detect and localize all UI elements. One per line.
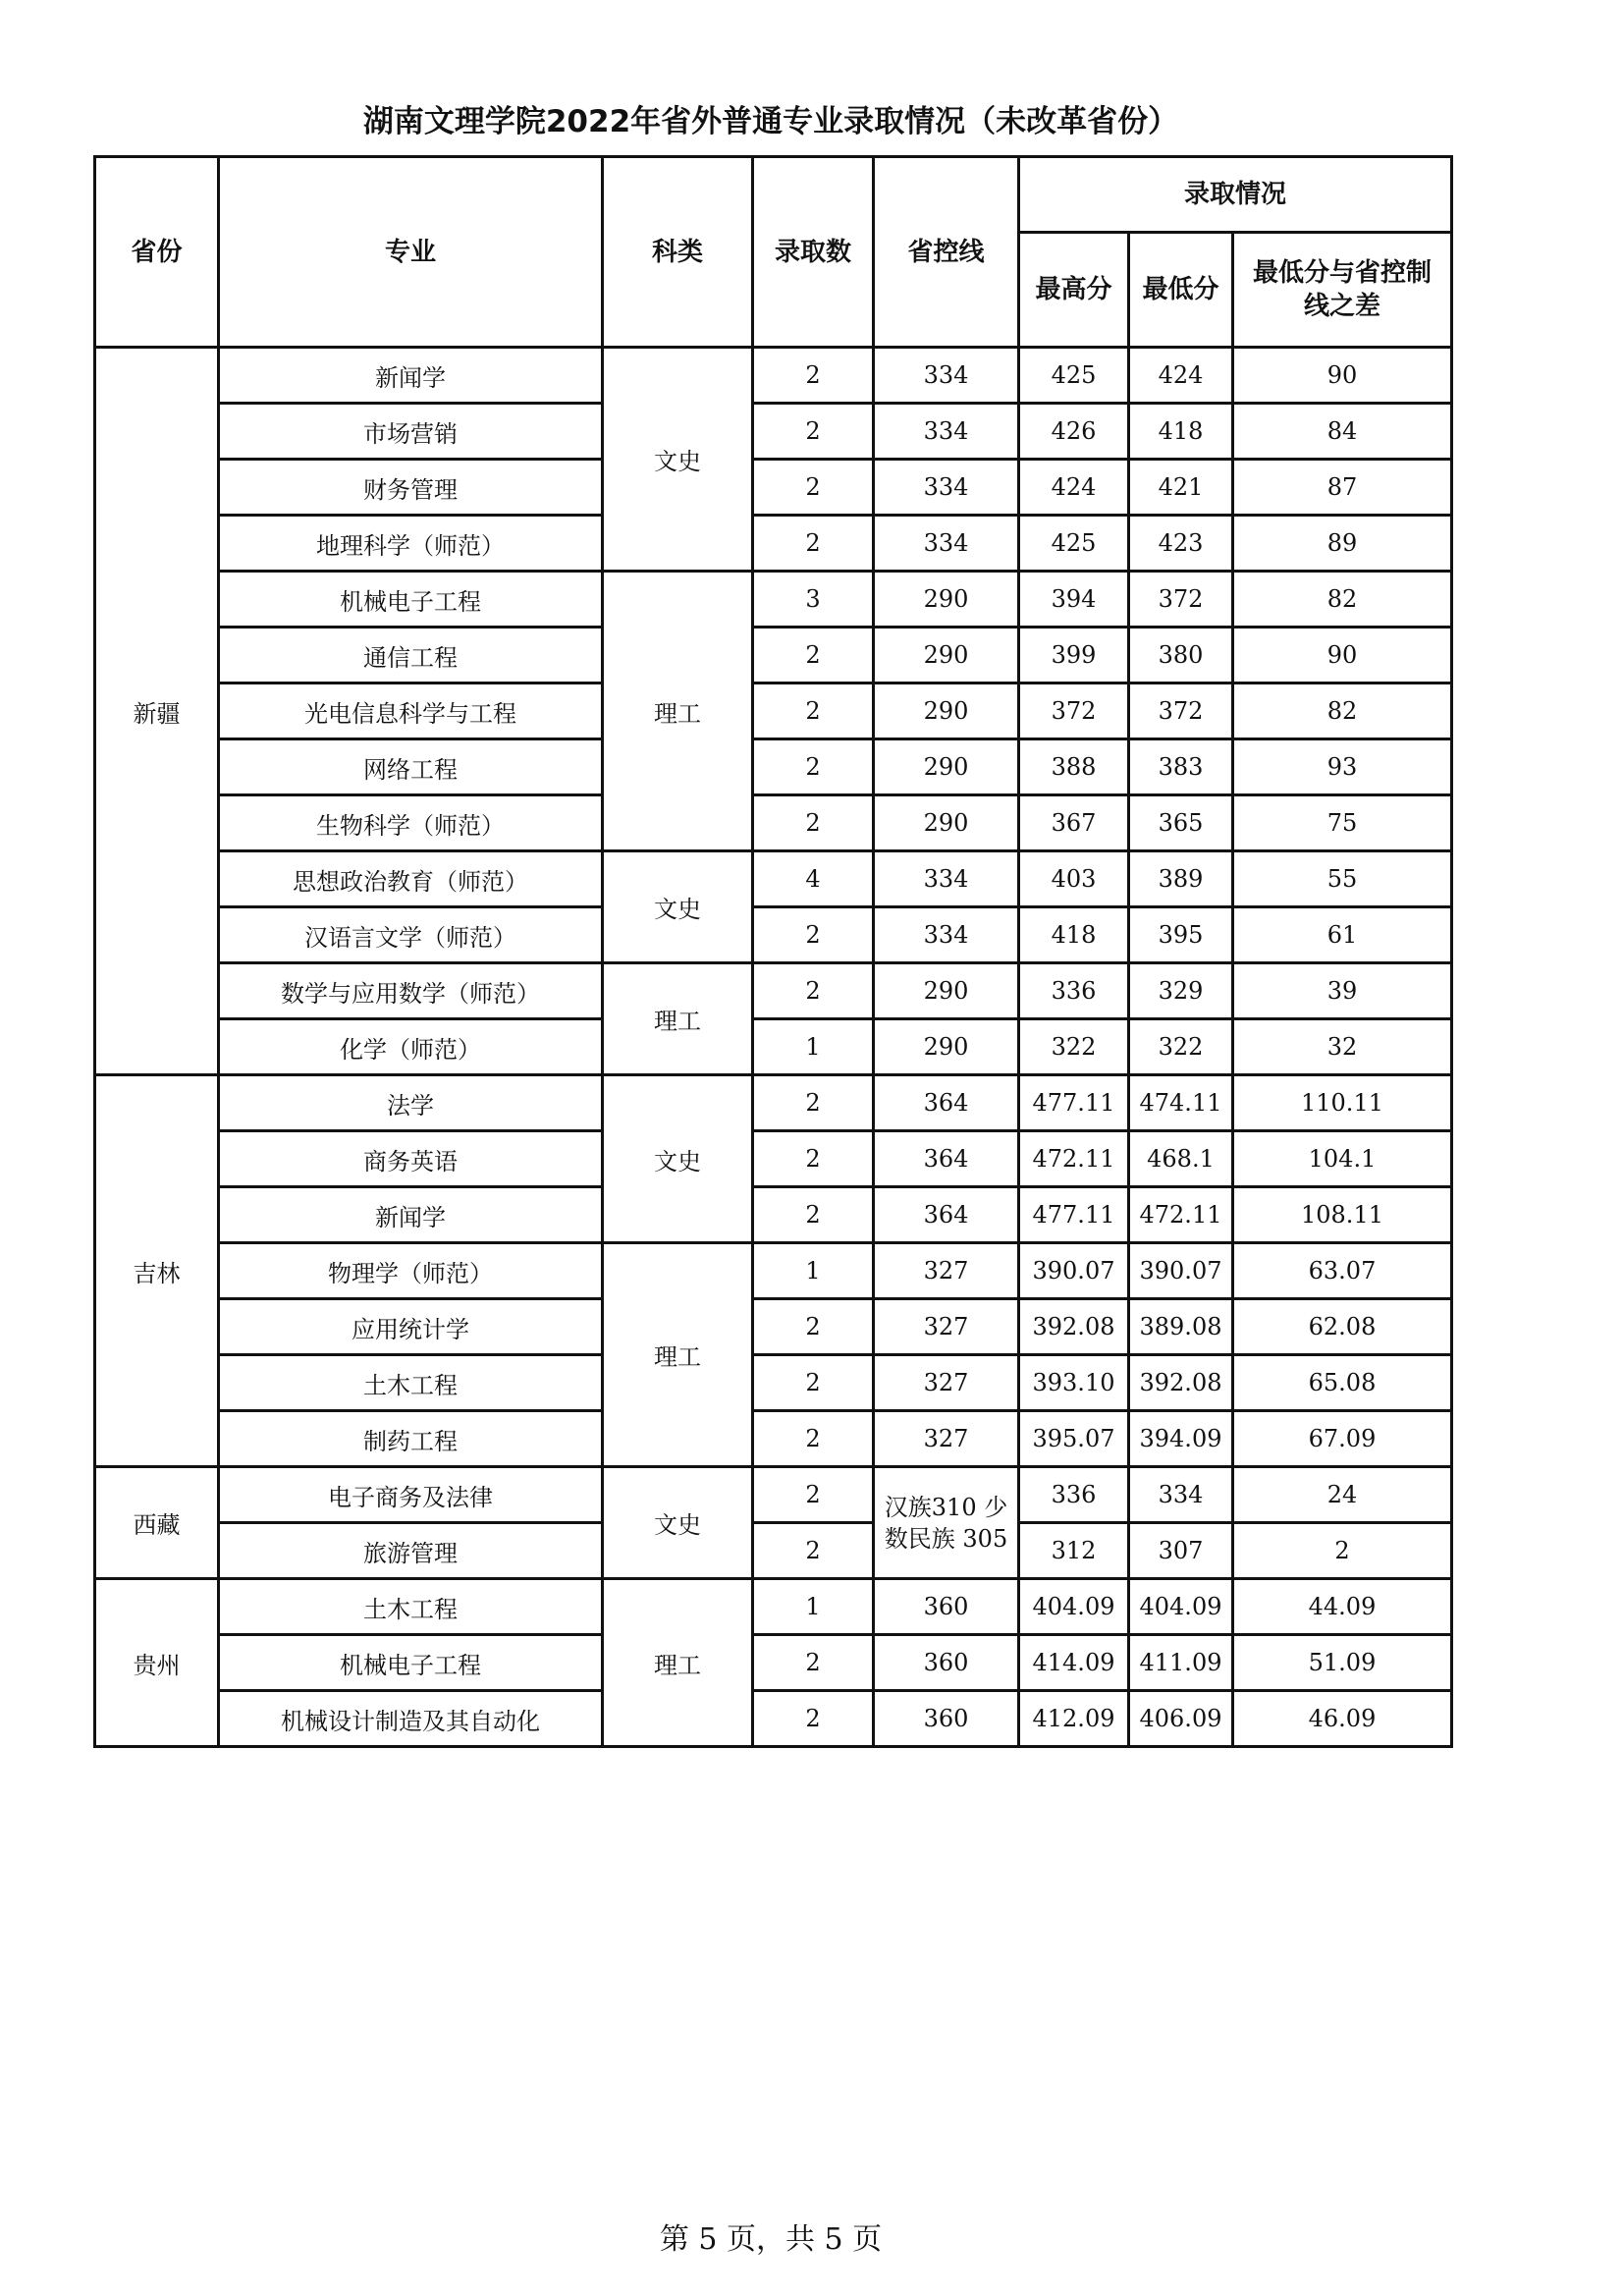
table-row [95,1579,1452,1635]
major-cell: 法学 [219,1075,603,1131]
score-diff-cell: 32 [1233,1019,1452,1075]
admitted-count-cell: 2 [753,1467,874,1523]
max-score-cell: 399 [1019,628,1129,683]
control-line-cell: 360 [874,1691,1019,1747]
admitted-count-cell: 2 [753,1411,874,1467]
control-line-cell: 290 [874,963,1019,1019]
control-line-cell: 360 [874,1579,1019,1635]
max-score-cell: 472.11 [1019,1131,1129,1187]
table-row [95,1411,1452,1467]
province-cell: 吉林 [95,1075,219,1467]
page-footer: 第 5 页，共 5 页 [659,2222,883,2257]
score-diff-cell: 82 [1233,683,1452,739]
max-score-cell: 426 [1019,404,1129,460]
admitted-count-cell: 4 [753,851,874,907]
table-row [95,683,1452,739]
category-cell: 理工 [603,963,753,1075]
max-score-cell: 414.09 [1019,1635,1129,1691]
control-line-cell: 334 [874,460,1019,516]
admitted-count-cell: 2 [753,907,874,963]
admitted-count-cell: 3 [753,572,874,628]
control-line-cell: 364 [874,1075,1019,1131]
score-diff-cell: 108.11 [1233,1187,1452,1243]
max-score-cell: 390.07 [1019,1243,1129,1299]
category-cell: 文史 [603,851,753,963]
header-province: 省份 [95,157,219,348]
control-line-cell: 290 [874,795,1019,851]
min-score-cell: 472.11 [1129,1187,1233,1243]
max-score-cell: 424 [1019,460,1129,516]
major-cell: 通信工程 [219,628,603,683]
category-cell: 理工 [603,1243,753,1467]
admitted-count-cell: 1 [753,1243,874,1299]
major-cell: 生物科学（师范） [219,795,603,851]
score-diff-cell: 51.09 [1233,1635,1452,1691]
admitted-count-cell: 2 [753,683,874,739]
major-cell: 新闻学 [219,348,603,404]
max-score-cell: 388 [1019,739,1129,795]
max-score-cell: 403 [1019,851,1129,907]
admitted-count-cell: 2 [753,963,874,1019]
min-score-cell: 395 [1129,907,1233,963]
table-row [95,460,1452,516]
min-score-cell: 383 [1129,739,1233,795]
score-diff-cell: 44.09 [1233,1579,1452,1635]
max-score-cell: 372 [1019,683,1129,739]
major-cell: 新闻学 [219,1187,603,1243]
min-score-cell: 372 [1129,572,1233,628]
admitted-count-cell: 2 [753,795,874,851]
document-title: 湖南文理学院2022年省外普通专业录取情况（未改革省份） [362,104,1179,139]
score-diff-cell: 24 [1233,1467,1452,1523]
control-line-cell: 334 [874,516,1019,572]
table-row [95,963,1452,1019]
max-score-cell: 418 [1019,907,1129,963]
major-cell: 机械设计制造及其自动化 [219,1691,603,1747]
category-cell: 文史 [603,1467,753,1579]
header-control-line: 省控线 [874,157,1019,348]
category-cell: 文史 [603,1075,753,1243]
min-score-cell: 392.08 [1129,1355,1233,1411]
major-cell: 财务管理 [219,460,603,516]
max-score-cell: 392.08 [1019,1299,1129,1355]
admitted-count-cell: 2 [753,460,874,516]
min-score-cell: 365 [1129,795,1233,851]
admitted-count-cell: 2 [753,1355,874,1411]
min-score-cell: 389.08 [1129,1299,1233,1355]
table-row [95,1355,1452,1411]
score-diff-cell: 110.11 [1233,1075,1452,1131]
province-cell: 西藏 [95,1467,219,1579]
control-line-cell: 364 [874,1131,1019,1187]
min-score-cell: 474.11 [1129,1075,1233,1131]
header-max: 最高分 [1019,233,1129,348]
table-row [95,1467,1452,1523]
major-cell: 化学（师范） [219,1019,603,1075]
min-score-cell: 418 [1129,404,1233,460]
admitted-count-cell: 2 [753,1075,874,1131]
score-diff-cell: 93 [1233,739,1452,795]
max-score-cell: 395.07 [1019,1411,1129,1467]
table-row [95,628,1452,683]
control-line-cell: 334 [874,348,1019,404]
score-diff-cell: 63.07 [1233,1243,1452,1299]
major-cell: 机械电子工程 [219,1635,603,1691]
score-diff-cell: 104.1 [1233,1131,1452,1187]
major-cell: 地理科学（师范） [219,516,603,572]
major-cell: 电子商务及法律 [219,1467,603,1523]
max-score-cell: 404.09 [1019,1579,1129,1635]
major-cell: 市场营销 [219,404,603,460]
table-row [95,516,1452,572]
admitted-count-cell: 2 [753,516,874,572]
admitted-count-cell: 2 [753,739,874,795]
major-cell: 应用统计学 [219,1299,603,1355]
major-cell: 制药工程 [219,1411,603,1467]
score-diff-cell: 75 [1233,795,1452,851]
admitted-count-cell: 1 [753,1579,874,1635]
min-score-cell: 372 [1129,683,1233,739]
table-row [95,1635,1452,1691]
admission-table [93,155,1453,1748]
min-score-cell: 406.09 [1129,1691,1233,1747]
max-score-cell: 425 [1019,348,1129,404]
control-line-cell: 290 [874,572,1019,628]
admitted-count-cell: 2 [753,348,874,404]
min-score-cell: 421 [1129,460,1233,516]
admitted-count-cell: 2 [753,1635,874,1691]
control-line-cell: 327 [874,1243,1019,1299]
table-row [95,1187,1452,1243]
admitted-count-cell: 2 [753,404,874,460]
major-cell: 机械电子工程 [219,572,603,628]
major-cell: 思想政治教育（师范） [219,851,603,907]
min-score-cell: 389 [1129,851,1233,907]
table-row [95,404,1452,460]
max-score-cell: 336 [1019,1467,1129,1523]
max-score-cell: 477.11 [1019,1187,1129,1243]
max-score-cell: 312 [1019,1523,1129,1579]
max-score-cell: 412.09 [1019,1691,1129,1747]
major-cell: 数学与应用数学（师范） [219,963,603,1019]
major-cell: 网络工程 [219,739,603,795]
control-line-cell: 327 [874,1355,1019,1411]
control-line-cell: 290 [874,739,1019,795]
table-row [95,795,1452,851]
major-cell: 商务英语 [219,1131,603,1187]
table-row [95,851,1452,907]
category-cell: 理工 [603,1579,753,1747]
table-row [95,1131,1452,1187]
major-cell: 旅游管理 [219,1523,603,1579]
control-line-cell: 364 [874,1187,1019,1243]
header-admitted: 录取数 [753,157,874,348]
table-row [95,739,1452,795]
score-diff-cell: 90 [1233,628,1452,683]
score-diff-cell: 67.09 [1233,1411,1452,1467]
category-cell: 理工 [603,572,753,851]
control-line-cell: 360 [874,1635,1019,1691]
table-row [95,1691,1452,1747]
table-row [95,572,1452,628]
control-line-cell: 327 [874,1411,1019,1467]
table-row [95,1299,1452,1355]
min-score-cell: 411.09 [1129,1635,1233,1691]
header-category: 科类 [603,157,753,348]
score-diff-cell: 82 [1233,572,1452,628]
max-score-cell: 336 [1019,963,1129,1019]
category-cell: 文史 [603,348,753,572]
table-row [95,348,1452,404]
major-cell: 光电信息科学与工程 [219,683,603,739]
admitted-count-cell: 2 [753,628,874,683]
score-diff-cell: 84 [1233,404,1452,460]
score-diff-cell: 87 [1233,460,1452,516]
admitted-count-cell: 1 [753,1019,874,1075]
control-line-cell: 汉族310 少数民族 305 [874,1467,1019,1579]
score-diff-cell: 46.09 [1233,1691,1452,1747]
min-score-cell: 390.07 [1129,1243,1233,1299]
max-score-cell: 477.11 [1019,1075,1129,1131]
score-diff-cell: 90 [1233,348,1452,404]
province-cell: 贵州 [95,1579,219,1747]
score-diff-cell: 55 [1233,851,1452,907]
control-line-cell: 327 [874,1299,1019,1355]
table-row [95,1523,1452,1579]
min-score-cell: 334 [1129,1467,1233,1523]
major-cell: 土木工程 [219,1355,603,1411]
table-row [95,1019,1452,1075]
admitted-count-cell: 2 [753,1187,874,1243]
max-score-cell: 425 [1019,516,1129,572]
major-cell: 土木工程 [219,1579,603,1635]
major-cell: 汉语言文学（师范） [219,907,603,963]
admitted-count-cell: 2 [753,1691,874,1747]
min-score-cell: 468.1 [1129,1131,1233,1187]
max-score-cell: 393.10 [1019,1355,1129,1411]
score-diff-cell: 62.08 [1233,1299,1452,1355]
header-admission: 录取情况 [1019,157,1452,233]
admitted-count-cell: 2 [753,1523,874,1579]
table-row [95,1075,1452,1131]
header-min: 最低分 [1129,233,1233,348]
min-score-cell: 307 [1129,1523,1233,1579]
admitted-count-cell: 2 [753,1299,874,1355]
max-score-cell: 367 [1019,795,1129,851]
score-diff-cell: 89 [1233,516,1452,572]
min-score-cell: 329 [1129,963,1233,1019]
min-score-cell: 423 [1129,516,1233,572]
control-line-cell: 334 [874,907,1019,963]
min-score-cell: 380 [1129,628,1233,683]
max-score-cell: 394 [1019,572,1129,628]
control-line-cell: 290 [874,1019,1019,1075]
table-row [95,1243,1452,1299]
score-diff-cell: 2 [1233,1523,1452,1579]
score-diff-cell: 61 [1233,907,1452,963]
min-score-cell: 322 [1129,1019,1233,1075]
min-score-cell: 424 [1129,348,1233,404]
control-line-cell: 290 [874,683,1019,739]
control-line-cell: 290 [874,628,1019,683]
table-row [95,907,1452,963]
major-cell: 物理学（师范） [219,1243,603,1299]
admitted-count-cell: 2 [753,1131,874,1187]
min-score-cell: 404.09 [1129,1579,1233,1635]
min-score-cell: 394.09 [1129,1411,1233,1467]
header-diff: 最低分与省控制线之差 [1233,233,1452,348]
score-diff-cell: 39 [1233,963,1452,1019]
province-cell: 新疆 [95,348,219,1075]
table-body [95,348,1452,1747]
header-major: 专业 [219,157,603,348]
control-line-cell: 334 [874,851,1019,907]
control-line-cell: 334 [874,404,1019,460]
score-diff-cell: 65.08 [1233,1355,1452,1411]
max-score-cell: 322 [1019,1019,1129,1075]
